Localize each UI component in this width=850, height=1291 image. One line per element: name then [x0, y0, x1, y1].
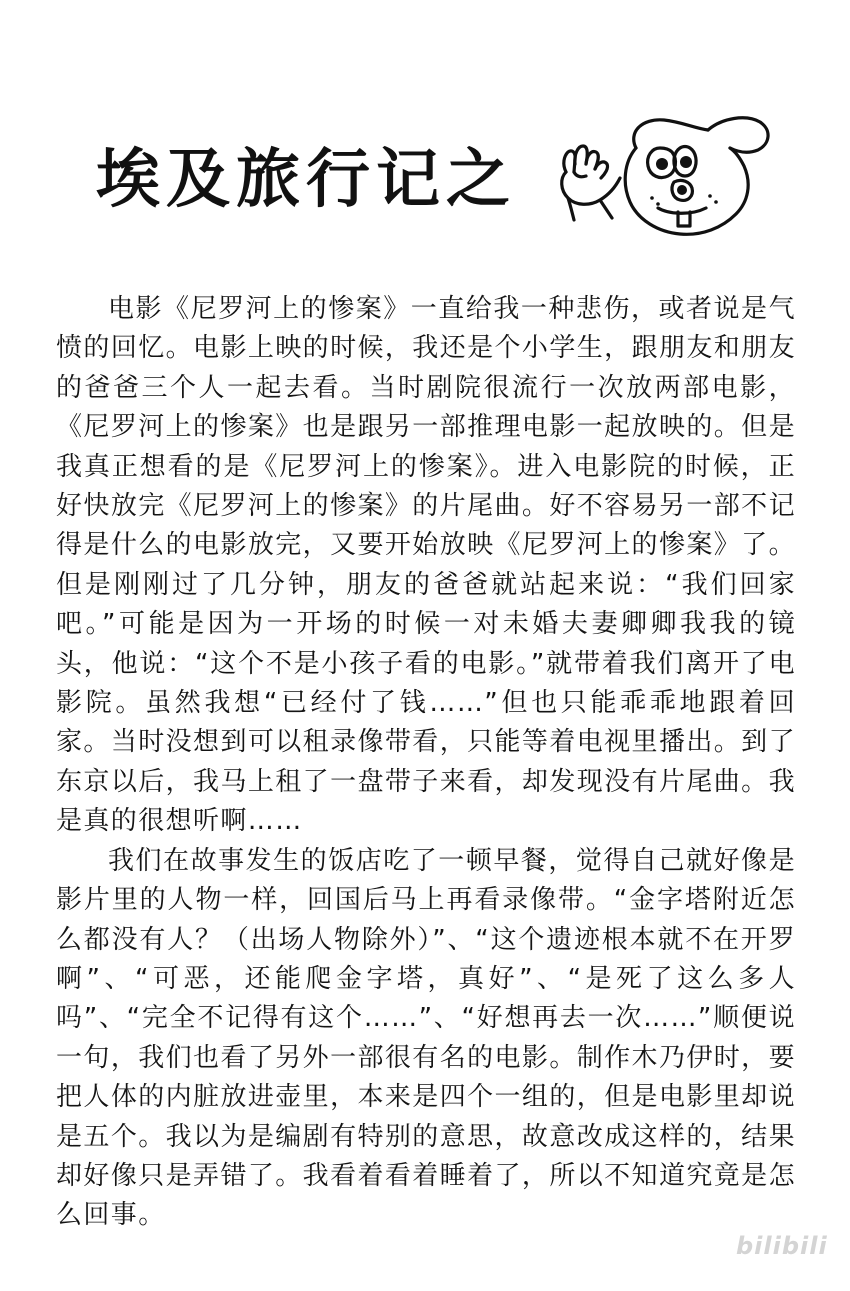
paragraph: 电影《尼罗河上的惨案》一直给我一种悲伤，或者说是气愤的回忆。电影上映的时候，我还是个小学生，跟朋友和朋友的爸爸三个人一起去看。当时剧院很流行一次放两部电影，《尼罗河上的惨案》也是跟另一部推理电影一起放映的。但是我真正想看的是《尼罗河上的惨案》。进入电影院的时候，正好快放完《尼罗河上的惨案》的片尾曲。好不容易另一部不记得是什么的电影放完，又要开始放映《尼罗河上的惨案》了。但是刚刚过了几分钟，朋友的爸爸就站起来说：“我们回家吧。”可能是因为一开场的时候一对未婚夫妻卿卿我我的镜头，他说：“这个不是小孩子看的电影。”就带着我们离开了电影院。虽然我想“已经付了钱……”但也只能乖乖地跟着回家。当时没想到可以租录像带看，只能等着电视里播出。到了东京以后，我马上租了一盘带子来看，却发现没有片尾曲。我是真的很想听啊…… — [56, 294, 796, 837]
rabbit-mascot-icon — [598, 108, 778, 244]
page-title: 埃及旅行记之 — [96, 143, 516, 217]
paragraph: 我们在故事发生的饭店吃了一顿早餐，觉得自己就好像是影片里的人物一样，回国后马上再看录像带。“金字塔附近怎么都没有人？（出场人物除外）”、“这个遗迹根本就不在开罗啊”、“可恶，还能爬金字塔，真好”、“是死了这么多人吗”、“完全不记得有这个……”、“好想再去一次……”顺便说一句，我们也看了另外一部很有名的电影。制作木乃伊时，要把人体的内脏放进壶里，本来是四个一组的，但是电影里却说是五个。我以为是编剧有特别的意思，故意改成这样的，结果却好像只是弄错了。我看着看着睡着了，所以不知道究竟是怎么回事。 — [56, 845, 796, 1231]
bilibili-watermark: bilibili — [736, 1232, 828, 1260]
article-body — [56, 290, 796, 1236]
